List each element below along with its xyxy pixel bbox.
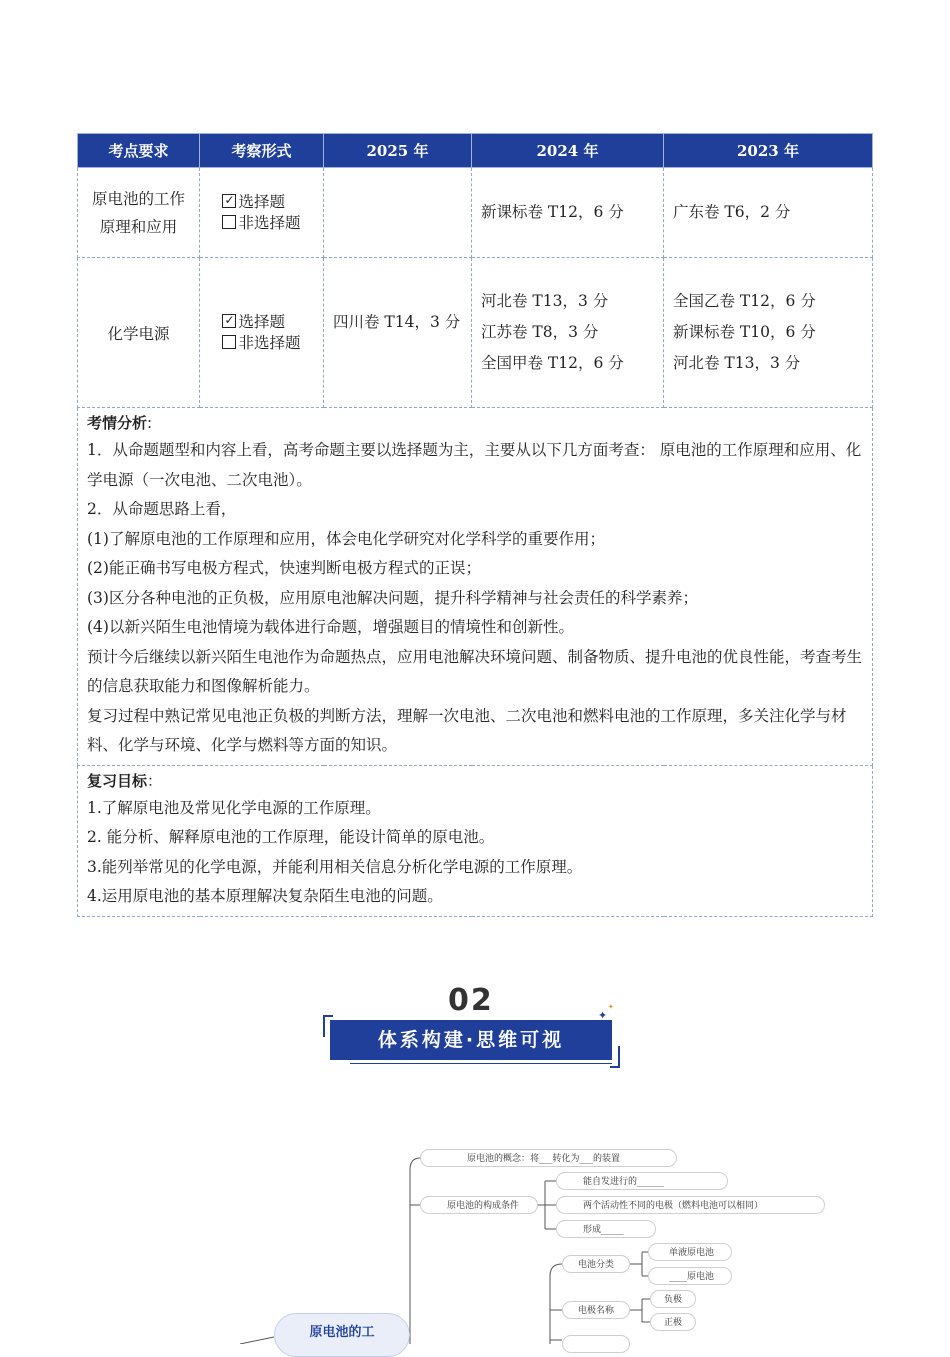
year-2023-cell <box>664 168 873 258</box>
form-cell <box>200 168 324 258</box>
exam-entry: 河北卷 T13，3 分 <box>673 354 801 372</box>
mindmap-node-partial <box>562 1335 630 1353</box>
nonchoice-option: 非选择题 <box>222 213 300 234</box>
checked-box-icon <box>222 194 236 208</box>
year-2024-cell <box>472 168 664 258</box>
mindmap-node-classify: 电池分类 <box>562 1255 630 1273</box>
sparkle-icon: ✦ <box>608 1003 614 1011</box>
goals-cell <box>78 765 873 916</box>
goal-item: 3.能列举常见的化学电源，并能利用相关信息分析化学电源的工作原理。 <box>87 857 583 876</box>
empty-box-icon <box>222 215 236 229</box>
table-header-row <box>78 134 873 168</box>
goal-item: 4.运用原电池的基本原理解决复杂陌生电池的问题。 <box>87 887 443 905</box>
mindmap-node-conditions: 原电池的构成条件 <box>420 1196 538 1214</box>
choice-option: ✓选择题 <box>222 192 300 213</box>
choice-option: ✓选择题 <box>222 312 300 333</box>
exam-entry: 河北卷 T13，3 分 <box>481 292 609 310</box>
mindmap-node-concept: 原电池的概念：将___转化为___的装置 <box>420 1149 677 1167</box>
table-row <box>78 168 873 258</box>
mindmap-node-negative: 负极 <box>650 1290 696 1308</box>
exam-entry: 全国乙卷 T12，6 分 <box>673 292 816 310</box>
year-2025-cell <box>324 168 472 258</box>
analysis-heading: 考情分析: <box>87 414 153 432</box>
exam-overview-table <box>77 133 873 917</box>
topic-line: 原电池的工作 <box>91 189 185 208</box>
mindmap-node-condition: 两个活动性不同的电极（燃料电池可以相同） <box>556 1196 825 1214</box>
mindmap-node-positive: 正极 <box>650 1313 696 1331</box>
analysis-paragraph: 预计今后继续以新兴陌生电池作为命题热点，应用电池解决环境问题、制备物质、提升电池的优良性能，考查考生的信息获取能力和图像解析能力。 <box>87 647 863 695</box>
exam-entry: 新课标卷 T10，6 分 <box>673 323 816 341</box>
table-row <box>78 258 873 408</box>
mindmap-root: 原电池的工 <box>274 1313 410 1357</box>
banner-underline <box>350 1063 612 1064</box>
analysis-row <box>78 408 873 766</box>
header-2023: 2023 年 <box>664 134 873 168</box>
analysis-paragraph: 2．从命题思路上看， <box>87 500 237 518</box>
analysis-paragraph: 1．从命题题型和内容上看，高考命题主要以选择题为主，主要从以下几方面考查： 原电池的工作原理和应用、化学电源（一次电池、二次电池）。 <box>87 441 862 489</box>
section-number: 02 <box>448 983 494 1018</box>
goal-item: 2. 能分析、解释原电池的工作原理，能设计简单的原电池。 <box>87 828 495 846</box>
year-2024-cell <box>472 258 664 408</box>
goals-heading: 复习目标： <box>87 771 163 790</box>
mindmap-node-condition: 形成_____ <box>556 1220 656 1238</box>
topic-cell <box>78 258 200 408</box>
mindmap-node-electrode: 电极名称 <box>562 1301 630 1319</box>
topic-line: 原理和应用 <box>99 217 178 236</box>
goal-item: 1.了解原电池及常见化学电源的工作原理。 <box>87 798 381 817</box>
year-2023-cell <box>664 258 873 408</box>
header-topic: 考点要求 <box>78 134 200 168</box>
topic-line: 化学电源 <box>107 324 170 343</box>
exam-entry: 全国甲卷 T12，6 分 <box>481 354 624 372</box>
mindmap-node-double: ____原电池 <box>648 1267 732 1285</box>
exam-entry: 四川卷 T14，3 分 <box>333 313 461 331</box>
exam-entry: 广东卷 T6，2 分 <box>673 203 791 221</box>
analysis-paragraph: 复习过程中熟记常见电池正负极的判断方法，理解一次电池、二次电池和燃料电池的工作原理，多关注化学与材料、化学与环境、化学与燃料等方面的知识。 <box>87 706 847 754</box>
topic-cell <box>78 168 200 258</box>
header-form: 考察形式 <box>200 134 324 168</box>
analysis-cell <box>78 408 873 766</box>
sparkle-icon: ✦ <box>598 1009 608 1022</box>
nonchoice-option: 非选择题 <box>222 333 300 354</box>
year-2025-cell <box>324 258 472 408</box>
analysis-paragraph: (1)了解原电池的工作原理和应用，体会电化学研究对化学科学的重要作用； <box>87 529 605 548</box>
mindmap-node-condition: 能自发进行的______ <box>556 1172 728 1190</box>
analysis-paragraph: (4)以新兴陌生电池情境为载体进行命题，增强题目的情境性和创新性。 <box>87 618 574 636</box>
form-cell <box>200 258 324 408</box>
mindmap-node-single: 单液原电池 <box>648 1243 732 1261</box>
header-2025: 2025 年 <box>324 134 472 168</box>
exam-entry: 江苏卷 T8，3 分 <box>481 323 599 341</box>
section-title: 体系构建·思维可视 <box>330 1020 612 1060</box>
empty-box-icon <box>222 335 236 349</box>
analysis-paragraph: (3)区分各种电池的正负极，应用原电池解决问题，提升科学精神与社会责任的科学素养； <box>87 588 698 607</box>
checked-box-icon <box>222 314 236 328</box>
analysis-paragraph: (2)能正确书写电极方程式，快速判断电极方程式的正误； <box>87 559 481 577</box>
exam-entry: 新课标卷 T12，6 分 <box>481 203 624 221</box>
goals-row <box>78 765 873 916</box>
header-2024: 2024 年 <box>472 134 664 168</box>
